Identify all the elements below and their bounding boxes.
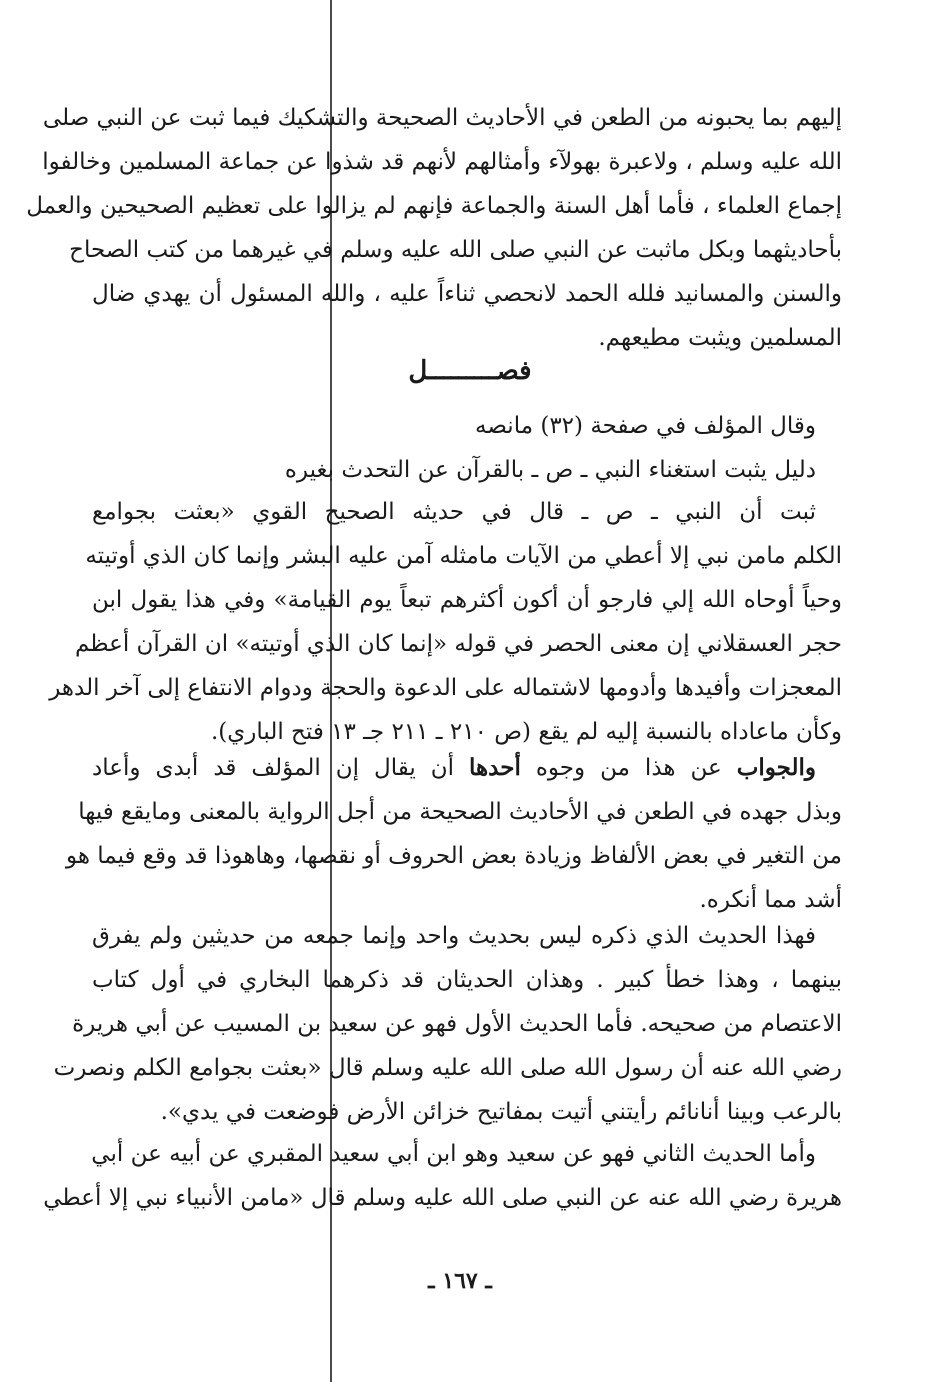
text-line: فهذا الحديث الذي ذكره ليس بحديث واحد وإنما جمعه من حديثين ولم يفرق [92, 923, 816, 949]
text-line: ثبت أن النبي ـ ص ـ قال في حديثه الصحيح القوي «بعثت بجوامع [92, 499, 816, 525]
text-line: والسنن والمسانيد فلله الحمد لانحصي ثناءاً عليه ، والله المسئول أن يهدي ضال [92, 281, 842, 307]
paragraph-opening [26, 96, 842, 360]
text-line: من التغير في بعض الألفاظ وزيادة بعض الحروف أو نقصها، وهاهوذا قد وقع فيما هو [65, 843, 842, 869]
text-line: الاعتصام من صحيحه. فأما الحديث الأول فهو عن سعيد بن المسيب عن أبي هريرة [72, 1011, 842, 1037]
text-line: وأما الحديث الثاني فهو عن سعيد وهو ابن أبي سعيد المقبري عن أبيه عن أبي [91, 1141, 816, 1167]
answer-lead-after: عن هذا من وجوه [535, 755, 722, 781]
section-heading: فصـــــــــل [408, 356, 532, 386]
paragraph-quoted-claim [49, 490, 842, 754]
text-line: الكلم مامن نبي إلا أعطي من الآيات مامثله آمن عليه البشر وإنما كان الذي أوتيته [85, 543, 842, 569]
page-number: ـ ١٦٧ ـ [428, 1268, 492, 1294]
text-line: وكأن ماعاداه بالنسبة إليه لم يقع (ص ٢١٠ ـ ٢١١ جـ ١٣ فتح الباري). [210, 719, 842, 745]
text-line: إليهم بما يحبونه من الطعن في الأحاديث الصحيحة والتشكيك فيما ثبت عن النبي صلى [42, 105, 842, 131]
text-line: دليل يثبت استغناء النبي ـ ص ـ بالقرآن عن التحدث بغيره [284, 457, 816, 483]
text-line: وبذل جهده في الطعن في الأحاديث الصحيحة من أجل الرواية بالمعنى ومايقع فيها [78, 799, 842, 825]
text-line: إجماع العلماء ، فأما أهل السنة والجماعة فإنهم لم يزالوا على تعظيم الصحيحين والعمل [26, 193, 842, 219]
paragraph-answer [65, 746, 842, 922]
text-line: هريرة رضي الله عنه عن النبي صلى الله عليه وسلم قال «مامن الأنبياء نبي إلا أعطي [43, 1185, 842, 1211]
text-line: بينهما ، وهذا خطأ كبير . وهذان الحديثان قد ذكرهما البخاري في أول كتاب [92, 967, 842, 993]
answer-first-point: أحدها [469, 754, 521, 781]
answer-lead: والجواب [736, 754, 817, 781]
text-line: حجر العسقلاني إن معنى الحصر في قوله «إنما كان الذي أوتيته» ان القرآن أعظم [74, 631, 842, 657]
paragraph-second-hadith [43, 1132, 842, 1220]
quote-intro [92, 404, 842, 492]
text-line: بأحاديثهما وبكل ماثبت عن النبي صلى الله عليه وسلم في غيرهما من كتب الصحاح [69, 237, 842, 263]
paragraph-two-hadiths [53, 914, 842, 1134]
text-line [92, 746, 842, 790]
answer-lead-rest: أن يقال إن المؤلف قد أبدى وأعاد [92, 755, 455, 781]
text-line: وحياً أوحاه الله إلي فارجو أن أكون أكثرهم تبعاً يوم القيامة» وفي هذا يقول ابن [92, 587, 842, 613]
text-line: رضي الله عنه أن رسول الله صلى الله عليه وسلم قال «بعثت بجوامع الكلم ونصرت [53, 1055, 842, 1081]
text-line: أشد مما أنكره. [699, 887, 842, 913]
text-line: بالرعب وبينا أنانائم رأيتني أتيت بمفاتيح خزائن الأرض فوضعت في يدي». [160, 1099, 842, 1125]
text-line: الله عليه وسلم ، ولاعبرة بهولآء وأمثالهم لأنهم قد شذوا عن جماعة المسلمين وخالفوا [42, 149, 842, 175]
text-line: المعجزات وأفيدها وأدومها لاشتماله على الدعوة والحجة ودوام الانتفاع إلى آخر الدهر [49, 675, 842, 701]
text-line: وقال المؤلف في صفحة (٣٢) مانصه [475, 413, 816, 439]
text-line: المسلمين ويثبت مطيعهم. [598, 325, 842, 351]
